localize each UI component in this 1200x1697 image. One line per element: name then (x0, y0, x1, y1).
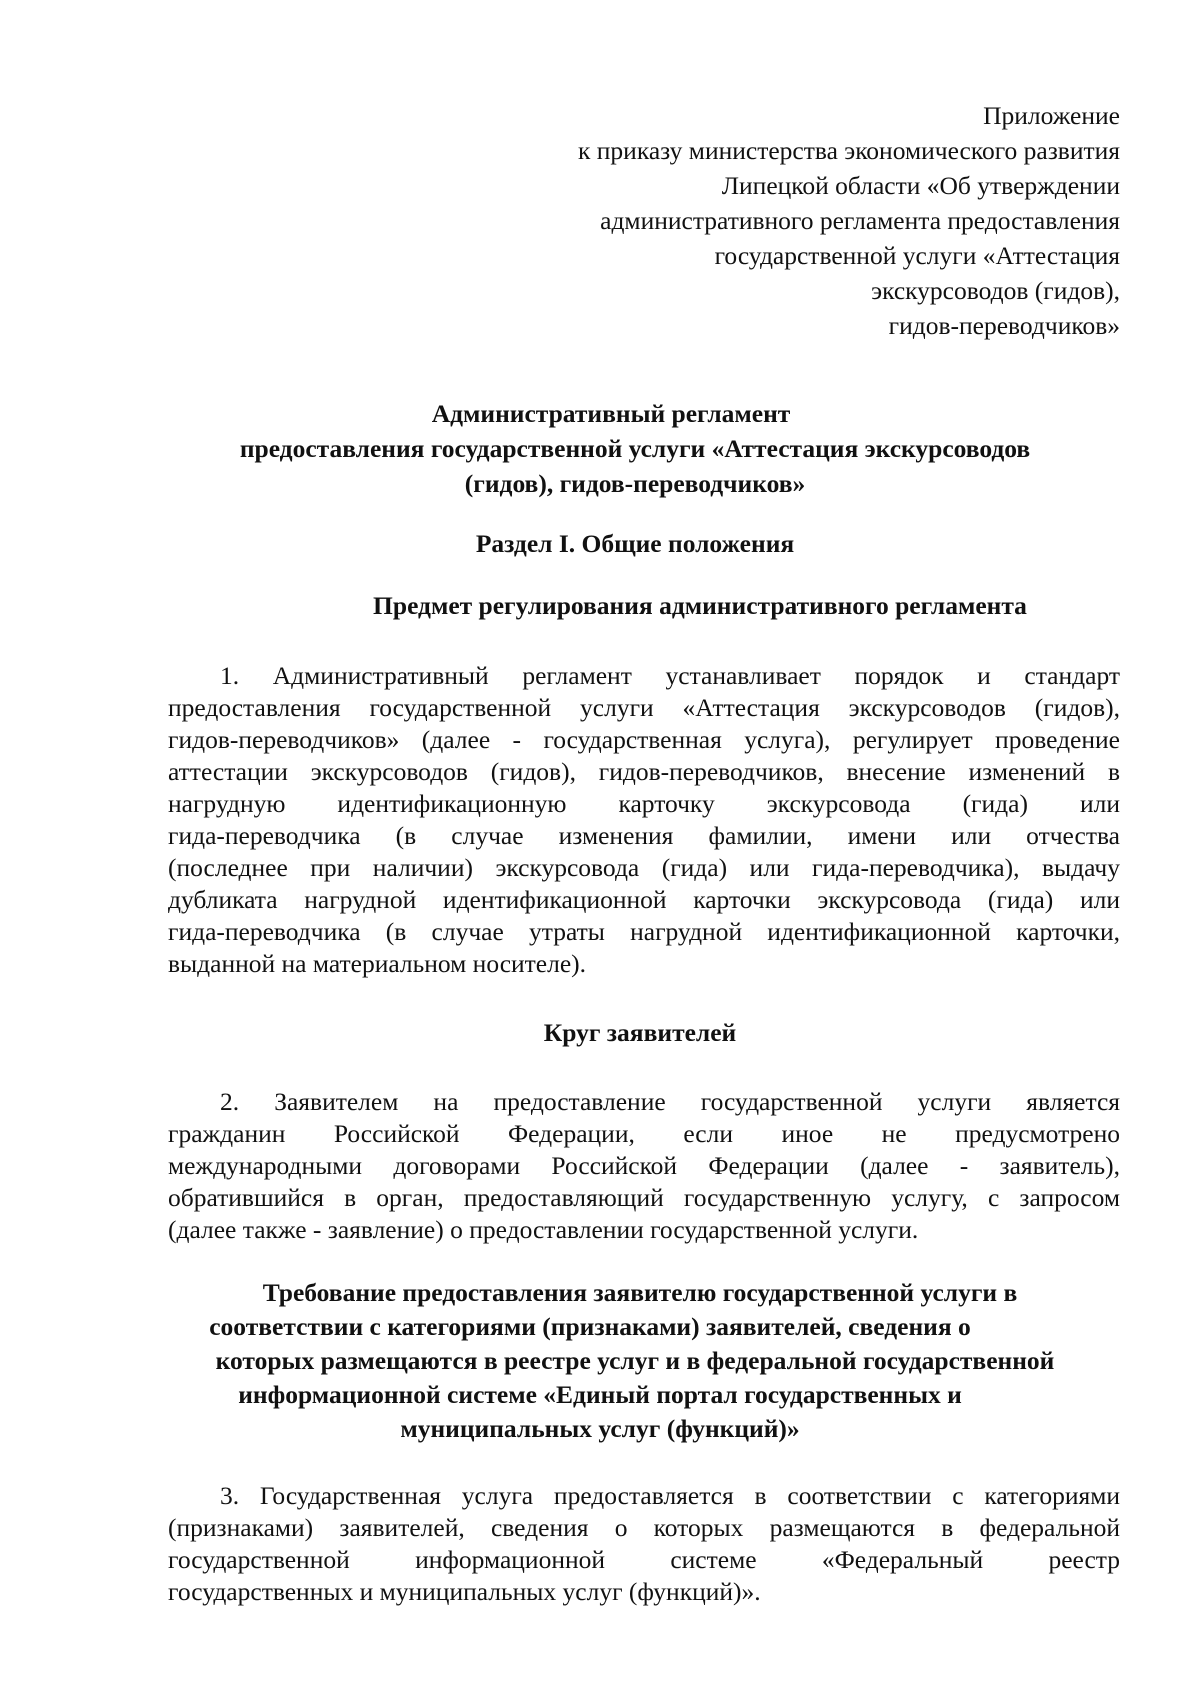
paragraph-line: государственной информационной системе «Федеральный реестр (168, 1545, 1120, 1574)
paragraph-line: (далее также - заявление) о предоставлении государственной услуги. (168, 1215, 919, 1244)
paragraph-line: гида-переводчика (в случае утраты нагрудной идентификационной карточки, (168, 917, 1120, 946)
section-heading: Раздел I. Общие положения (475, 529, 795, 558)
paragraph-line: предоставления государственной услуги «Аттестация экскурсоводов (гидов), (168, 693, 1120, 722)
paragraph-line: государственных и муниципальных услуг (функций)». (168, 1577, 761, 1606)
paragraph-line: дубликата нагрудной идентификационной карточки экскурсовода (гида) или (168, 885, 1120, 914)
appendix-line: гидов-переводчиков» (888, 311, 1120, 340)
subsection-heading: Круг заявителей (543, 1018, 737, 1047)
subsection-heading: муниципальных услуг (функций)» (400, 1414, 800, 1443)
paragraph-line: гидов-переводчиков» (далее - государственная услуга), регулирует проведение (168, 725, 1120, 754)
document-title-line: Административный регламент (431, 399, 791, 428)
document-title-line: предоставления государственной услуги «Аттестация экскурсоводов (239, 434, 1031, 463)
paragraph-line: (признаками) заявителей, сведения о которых размещаются в федеральной (168, 1513, 1120, 1542)
paragraph-line: выданной на материальном носителе). (168, 949, 587, 978)
paragraph-line: международными договорами Российской Федерации (далее - заявитель), (168, 1151, 1120, 1180)
document-title-line: (гидов), гидов-переводчиков» (464, 469, 806, 498)
paragraph-line: гида-переводчика (в случае изменения фамилии, имени или отчества (168, 821, 1120, 850)
paragraph-line: нагрудную идентификационную карточку экскурсовода (гида) или (168, 789, 1120, 818)
paragraph-line: аттестации экскурсоводов (гидов), гидов-переводчиков, внесение изменений в (168, 757, 1120, 786)
subsection-heading: Требование предоставления заявителю государственной услуги в (262, 1278, 1018, 1307)
appendix-line: к приказу министерства экономического развития (578, 136, 1120, 165)
subsection-heading: Предмет регулирования административного регламента (373, 591, 1027, 620)
appendix-line: государственной услуги «Аттестация (714, 241, 1120, 270)
paragraph-line: гражданин Российской Федерации, если иное не предусмотрено (168, 1119, 1120, 1148)
appendix-line: экскурсоводов (гидов), (871, 276, 1120, 305)
paragraph-line: обратившийся в орган, предоставляющий государственную услугу, с запросом (168, 1183, 1120, 1212)
subsection-heading: которых размещаются в реестре услуг и в федеральной государственной (215, 1346, 1055, 1375)
paragraph-line: 1. Административный регламент устанавливает порядок и стандарт (220, 661, 1120, 690)
appendix-line: Приложение (983, 101, 1120, 130)
appendix-line: Липецкой области «Об утверждении (721, 171, 1120, 200)
subsection-heading: информационной системе «Единый портал государственных и (238, 1380, 962, 1409)
paragraph-line: 2. Заявителем на предоставление государственной услуги является (220, 1087, 1120, 1116)
paragraph-line: 3. Государственная услуга предоставляется в соответствии с категориями (220, 1481, 1120, 1510)
appendix-line: административного регламента предоставления (600, 206, 1120, 235)
subsection-heading: соответствии с категориями (признаками) заявителей, сведения о (209, 1312, 971, 1341)
paragraph-line: (последнее при наличии) экскурсовода (гида) или гида-переводчика), выдачу (168, 853, 1120, 882)
